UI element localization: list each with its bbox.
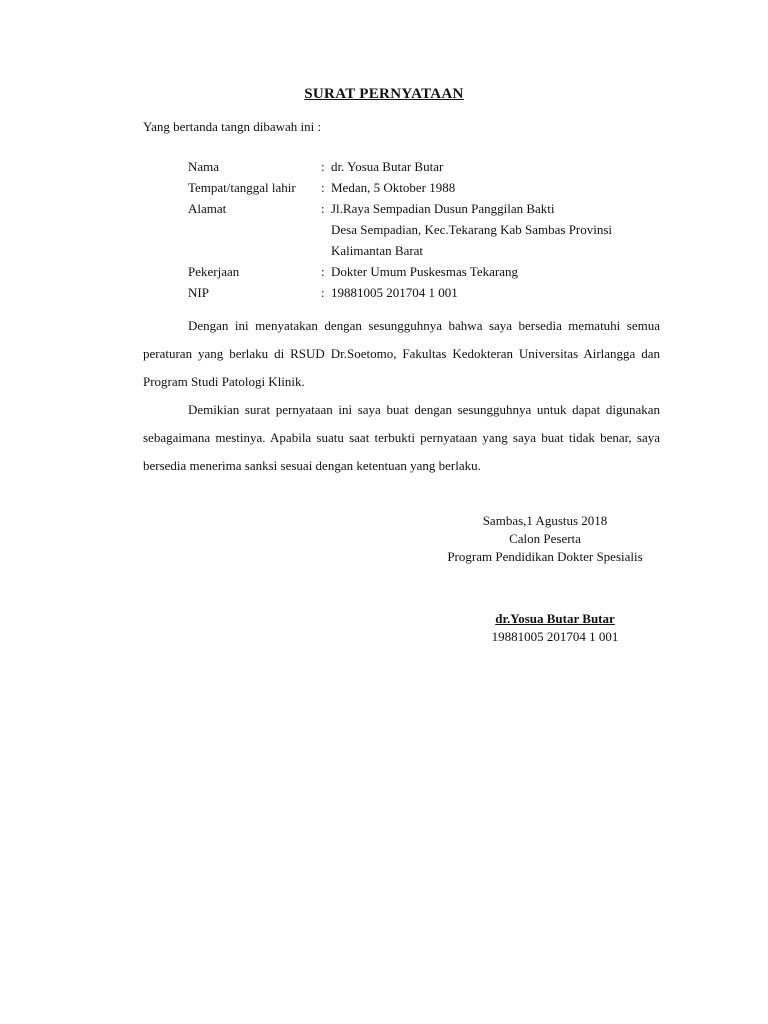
alamat-label: Alamat (188, 201, 227, 216)
nip-label: NIP (188, 285, 209, 300)
signature-role: Calon Peserta (509, 531, 581, 546)
signature-nip: 19881005 201704 1 001 (491, 629, 619, 644)
alamat-line-1: Jl.Raya Sempadian Dusun Panggilan Bakti (331, 201, 555, 216)
signature-header (420, 512, 670, 566)
document-title: SURAT PERNYATAAN (304, 86, 464, 102)
colon: : (321, 159, 325, 174)
nama-value: dr. Yosua Butar Butar (331, 159, 444, 174)
statement-paragraph: Dengan ini menyatakan dengan sesungguhnya bahwa saya bersedia mematuhi semua peraturan yang berlaku di RSUD Dr.Soetomo, Fakultas Kedokteran Universitas Airlangga dan Program Studi Patologi Klinik. (143, 318, 660, 389)
signature-footer (430, 610, 680, 646)
identity-row-alamat (188, 198, 612, 219)
colon: : (321, 180, 325, 195)
intro-text: Yang bertanda tangn dibawah ini : (143, 119, 322, 134)
signature-place-date: Sambas,1 Agustus 2018 (482, 513, 608, 528)
nama-label: Nama (188, 159, 220, 174)
alamat-line-2: Desa Sempadian, Kec.Tekarang Kab Sambas Provinsi (331, 222, 613, 237)
signature-name: dr.Yosua Butar Butar (495, 611, 615, 626)
alamat-line-3: Kalimantan Barat (331, 243, 424, 258)
pekerjaan-value: Dokter Umum Puskesmas Tekarang (331, 264, 518, 279)
closing-paragraph: Demikian surat pernyataan ini saya buat dengan sesungguhnya untuk dapat digunakan sebagaimana mestinya. Apabila suatu saat terbukti pernyataan yang saya buat tidak benar, saya bersedia menerima sanksi sesuai dengan ketentuan yang berlaku. (143, 402, 660, 473)
signature-program: Program Pendidikan Dokter Spesialis (447, 549, 643, 564)
identity-row-pekerjaan (188, 261, 612, 282)
colon: : (321, 264, 325, 279)
identity-row-ttl (188, 177, 612, 198)
colon: : (321, 201, 325, 216)
nip-value: 19881005 201704 1 001 (331, 285, 458, 300)
ttl-label: Tempat/tanggal lahir (188, 180, 296, 195)
identity-table (188, 156, 612, 303)
ttl-value: Medan, 5 Oktober 1988 (331, 180, 456, 195)
identity-row-alamat-cont-1 (188, 219, 612, 240)
identity-row-nama (188, 156, 612, 177)
identity-row-alamat-cont-2 (188, 240, 612, 261)
pekerjaan-label: Pekerjaan (188, 264, 240, 279)
identity-row-nip (188, 282, 612, 303)
colon: : (321, 285, 325, 300)
